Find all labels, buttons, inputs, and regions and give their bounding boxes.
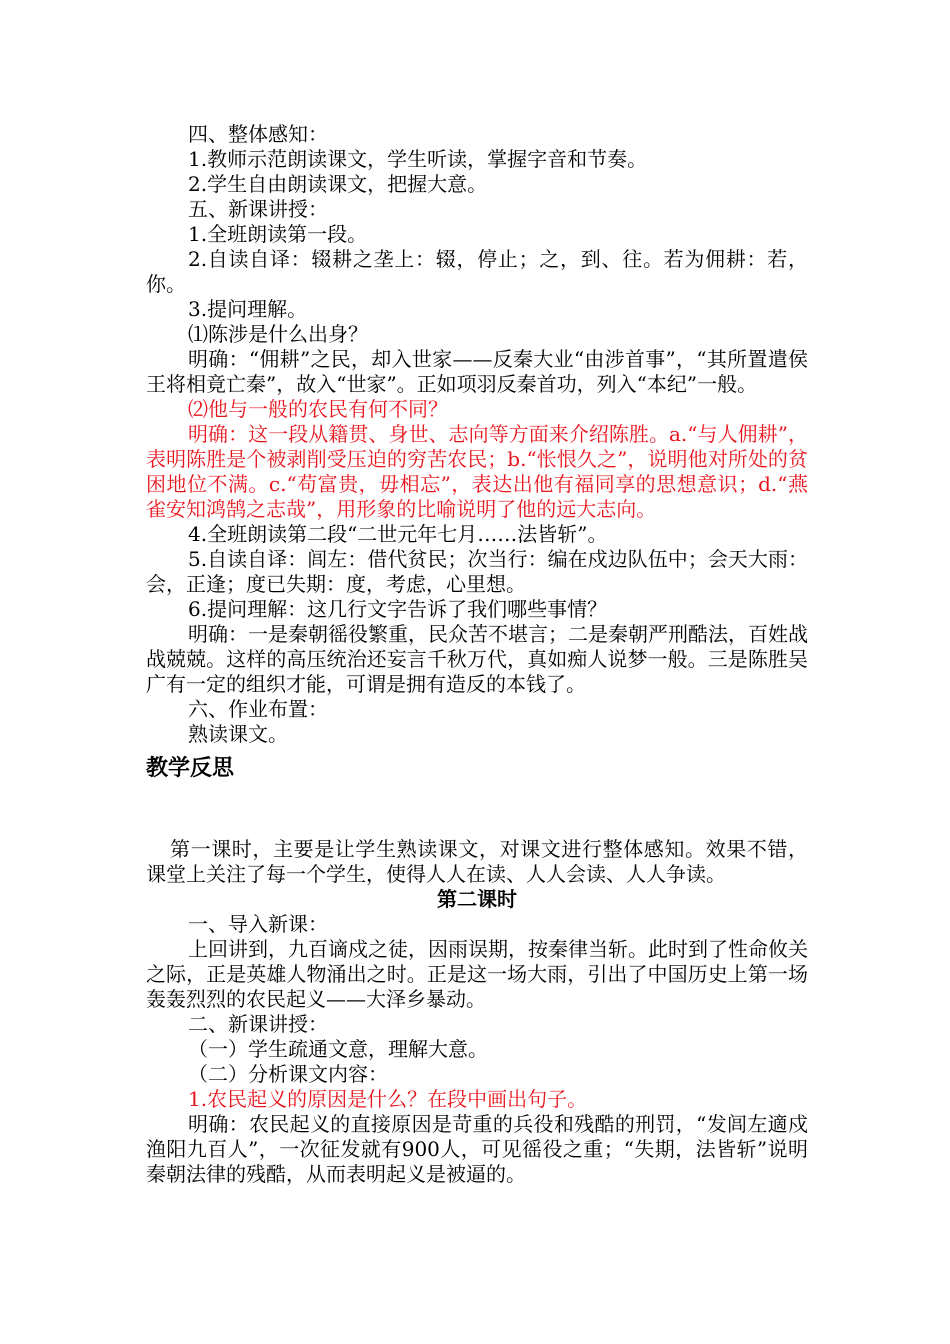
paragraph: 明确：一是秦朝徭役繁重，民众苦不堪言；二是秦朝严刑酷法，百姓战战兢兢。这样的高压统治还妄言千秋万代，真如痴人说梦一般。三是陈胜吴广有一定的组织才能，可谓是拥有造反的本钱了。 bbox=[146, 622, 808, 696]
paragraph: ⑴陈涉是什么出身？ bbox=[188, 322, 368, 346]
paragraph: 明确：“佣耕”之民，却入世家——反秦大业“由涉首事”，“其所置遣侯王将相竟亡秦”，故入“世家”。正如项羽反秦首功，列入“本纪”一般。 bbox=[146, 347, 808, 396]
paragraph: 二、新课讲授： bbox=[188, 1012, 328, 1036]
paragraph: 六、作业布置： bbox=[188, 697, 328, 721]
paragraph: 熟读课文。 bbox=[188, 722, 288, 746]
paragraph: ⑵他与一般的农民有何不同？ bbox=[188, 397, 448, 421]
paragraph: （二）分析课文内容： bbox=[188, 1062, 388, 1086]
lesson-two-title: 第二课时 bbox=[437, 887, 517, 911]
paragraph: 五、新课讲授： bbox=[188, 197, 328, 221]
document-page bbox=[146, 122, 808, 1187]
paragraph: 1.教师示范朗读课文，学生听读，掌握字音和节奏。 bbox=[188, 147, 648, 171]
paragraph: 6.提问理解：这几行文字告诉了我们哪些事情？ bbox=[188, 597, 608, 621]
paragraph: 1.农民起义的原因是什么？在段中画出句子。 bbox=[188, 1087, 588, 1111]
paragraph: （一）学生疏通文意，理解大意。 bbox=[188, 1037, 488, 1061]
paragraph: 5.自读自译：闾左：借代贫民；次当行：编在戍边队伍中；会天大雨：会，正逢；度已失期：度，考虑，心里想。 bbox=[146, 547, 808, 596]
paragraph: 2.学生自由朗读课文，把握大意。 bbox=[188, 172, 488, 196]
paragraph: 1.全班朗读第一段。 bbox=[188, 222, 368, 246]
paragraph: 明确：这一段从籍贯、身世、志向等方面来介绍陈胜。a.“与人佣耕”，表明陈胜是个被剥削受压迫的穷苦农民；b.“怅恨久之”，说明他对所处的贫困地位不满。c.“苟富贵，毋相忘”，表达出他有福同享的思想意识；d.“燕雀安知鸿鹄之志哉”，用形象的比喻说明了他的远大志向。 bbox=[146, 422, 808, 521]
lesson-one-section bbox=[146, 122, 808, 747]
lesson-two-section bbox=[146, 912, 808, 1187]
paragraph: 一、导入新课： bbox=[188, 912, 328, 936]
reflection-heading: 教学反思 bbox=[146, 756, 235, 781]
paragraph: 3.提问理解。 bbox=[188, 297, 308, 321]
blank-space bbox=[146, 783, 808, 837]
paragraph: 上回讲到，九百谪戍之徒，因雨误期，按秦律当斩。此时到了性命攸关之际，正是英雄人物涌出之时。正是这一场大雨，引出了中国历史上第一场轰轰烈烈的农民起义——大泽乡暴动。 bbox=[146, 937, 808, 1011]
paragraph: 四、整体感知： bbox=[188, 122, 328, 146]
paragraph: 明确：农民起义的直接原因是苛重的兵役和残酷的刑罚，“发闾左適戍渔阳九百人”，一次征发就有900人，可见徭役之重；“失期，法皆斩”说明秦朝法律的残酷，从而表明起义是被逼的。 bbox=[146, 1112, 808, 1186]
paragraph: 2.自读自译：辍耕之垄上：辍，停止；之，到、往。若为佣耕：若，你。 bbox=[146, 247, 808, 296]
paragraph: 4.全班朗读第二段“二世元年七月……法皆斩”。 bbox=[188, 522, 608, 546]
reflection-paragraph: 第一课时，主要是让学生熟读课文，对课文进行整体感知。效果不错，课堂上关注了每一个学生，使得人人在读、人人会读、人人争读。 bbox=[146, 837, 808, 886]
